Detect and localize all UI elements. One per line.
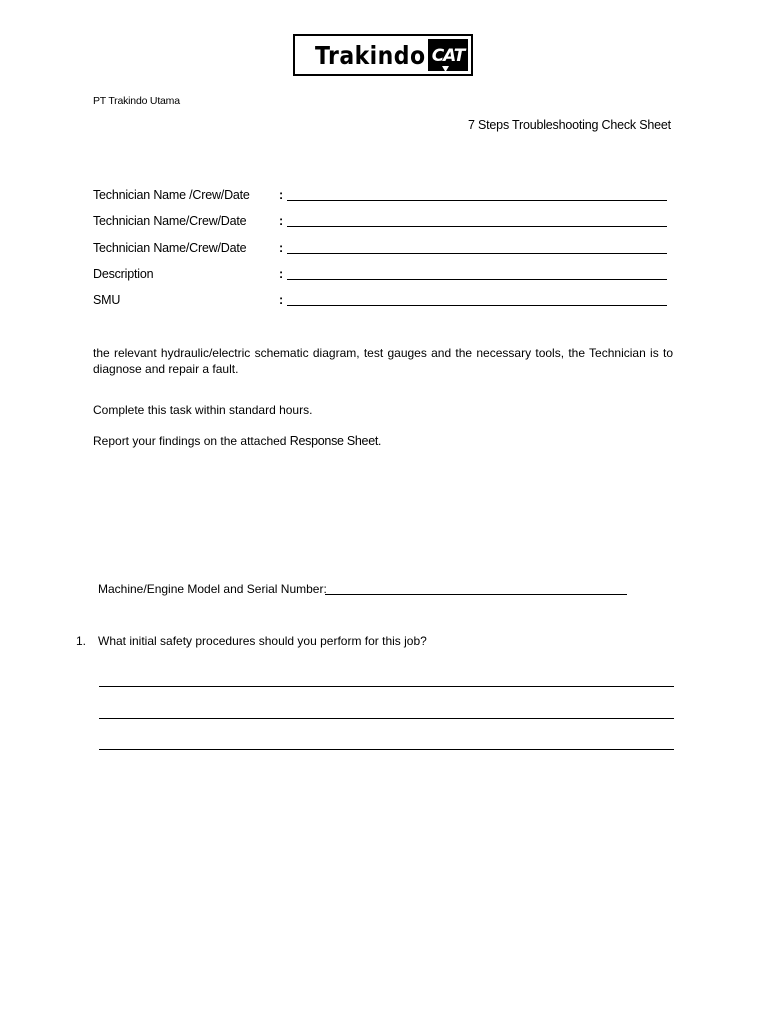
response-sheet-reference: Response Sheet [289, 434, 379, 448]
technician-3-input-line[interactable] [287, 253, 667, 254]
field-colon: : [279, 241, 284, 255]
cat-logo-badge [428, 39, 468, 71]
smu-input-line[interactable] [287, 305, 667, 306]
report-prefix: Report your findings on the attached [93, 434, 290, 448]
answer-line[interactable] [99, 718, 674, 719]
description-input-line[interactable] [287, 279, 667, 280]
field-label-technician-1: Technician Name /Crew/Date [93, 188, 250, 202]
trakindo-cat-logo [293, 34, 473, 76]
task-instruction: Complete this task within standard hours. [93, 403, 313, 417]
technician-2-input-line[interactable] [287, 226, 667, 227]
field-label-smu: SMU [93, 293, 121, 307]
answer-line[interactable] [99, 686, 674, 687]
field-colon: : [279, 214, 284, 228]
machine-serial-input-line[interactable] [325, 594, 627, 595]
company-name: PT Trakindo Utama [93, 95, 180, 107]
instruction-paragraph: the relevant hydraulic/electric schematic diagram, test gauges and the necessary tools, the Technician is to diagnose and repair a fault. [93, 346, 673, 376]
question-number: 1. [76, 634, 87, 648]
svg-text:CAT: CAT [431, 46, 465, 66]
field-label-technician-2: Technician Name/Crew/Date [93, 214, 247, 228]
field-label-description: Description [93, 267, 154, 281]
question-text: What initial safety procedures should you perform for this job? [98, 634, 427, 648]
field-colon: : [279, 293, 284, 307]
field-colon: : [279, 188, 284, 202]
cat-triangle-icon [428, 39, 468, 71]
document-title: 7 Steps Troubleshooting Check Sheet [468, 118, 671, 132]
logo-wordmark: Trakindo [315, 41, 426, 70]
field-colon: : [279, 267, 284, 281]
technician-1-input-line[interactable] [287, 200, 667, 201]
answer-line[interactable] [99, 749, 674, 750]
machine-serial-label: Machine/Engine Model and Serial Number: [98, 582, 327, 596]
report-suffix: . [378, 434, 382, 448]
field-label-technician-3: Technician Name/Crew/Date [93, 241, 247, 255]
report-instruction [93, 434, 381, 448]
